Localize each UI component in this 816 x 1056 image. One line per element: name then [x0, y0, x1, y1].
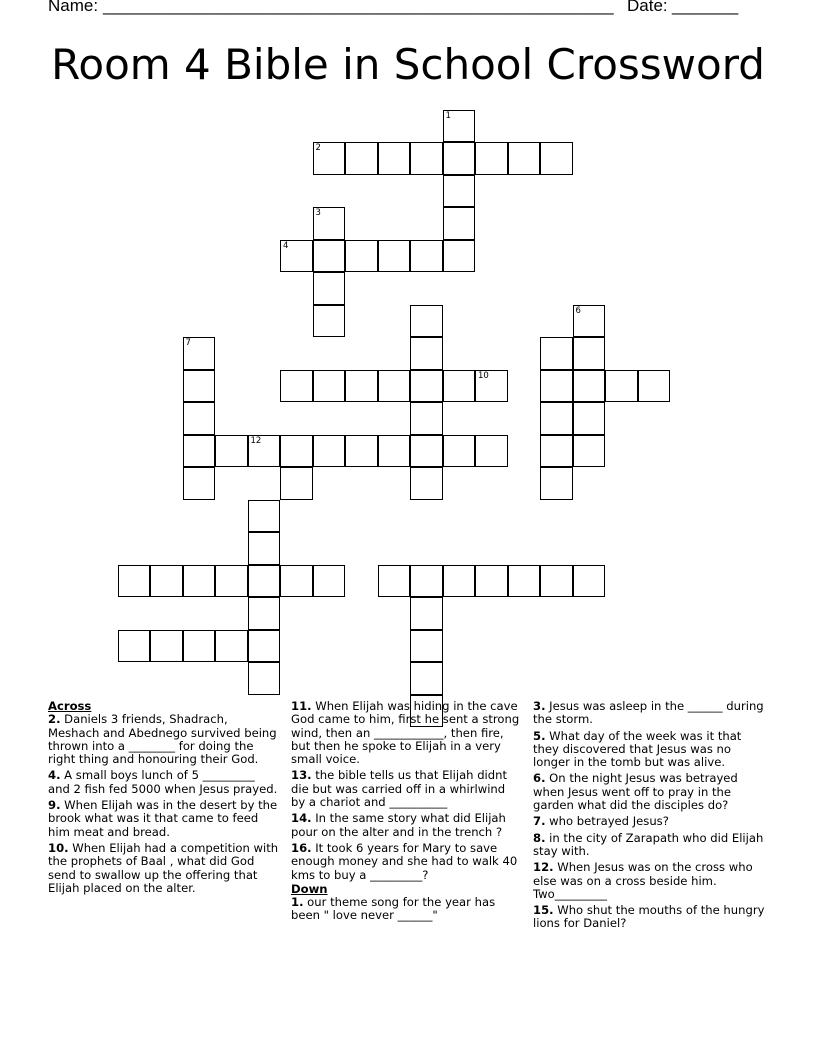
grid-cell[interactable]	[443, 240, 476, 273]
clue-text: What day of the week was it that they discovered that Jesus was no longer in the tomb but was alive.	[533, 728, 742, 770]
clue-number: 8.	[533, 830, 546, 845]
grid-cell[interactable]	[248, 532, 281, 565]
grid-cell[interactable]	[150, 630, 183, 663]
clue-text: Who shut the mouths of the hungry lions for Daniel?	[533, 903, 765, 931]
grid-cell[interactable]	[118, 630, 151, 663]
cell-number: 2	[315, 143, 321, 153]
clue-down-6	[533, 772, 765, 812]
grid-cell[interactable]	[475, 435, 508, 468]
clue-across-16	[291, 842, 523, 882]
grid-cell[interactable]	[280, 565, 313, 598]
clue-number: 13.	[291, 768, 312, 783]
grid-cell[interactable]	[248, 565, 281, 598]
cell-number: 4	[283, 240, 289, 251]
cell-number: 7	[185, 338, 191, 348]
grid-cell[interactable]	[313, 565, 346, 598]
clue-number: 6.	[533, 771, 546, 786]
clue-number: 14.	[291, 811, 312, 826]
grid-cell[interactable]	[443, 565, 476, 598]
clues-column-3	[533, 700, 765, 934]
clue-down-1	[291, 896, 523, 923]
grid-cell[interactable]	[410, 565, 443, 598]
grid-cell[interactable]	[378, 142, 411, 175]
grid-cell[interactable]	[215, 565, 248, 598]
clue-number: 12.	[533, 860, 554, 875]
name-field[interactable]: ______________________________________________________	[103, 0, 614, 15]
clue-down-3	[533, 700, 765, 727]
clue-text: who betrayed Jesus?	[549, 814, 669, 829]
clue-across-9	[48, 799, 280, 839]
grid-cell[interactable]	[345, 240, 378, 273]
date-field[interactable]: _______	[672, 0, 739, 15]
grid-cell[interactable]	[280, 240, 313, 273]
grid-cell[interactable]	[508, 565, 541, 598]
clue-text: Jesus was asleep in the ______ during the storm.	[533, 699, 764, 727]
across-heading: Across	[48, 699, 92, 713]
clue-text: in the city of Zarapath who did Elijah stay with.	[533, 830, 764, 858]
clue-across-13	[291, 769, 523, 809]
grid-cell[interactable]	[410, 240, 443, 273]
clue-down-7	[533, 815, 765, 828]
grid-cell[interactable]	[443, 207, 476, 240]
clue-number: 10.	[48, 840, 69, 855]
cell-number: 1	[445, 110, 451, 121]
clue-text: When Elijah had a competition with the prophets of Baal , what did God send to swallow up the offering that Elijah placed on the alter.	[48, 840, 279, 895]
grid-cell[interactable]	[540, 467, 573, 500]
grid-cell[interactable]	[215, 435, 248, 468]
grid-cell[interactable]	[313, 207, 346, 240]
clue-number: 3.	[533, 699, 546, 713]
grid-cell[interactable]	[605, 370, 638, 403]
grid-cell[interactable]	[248, 662, 281, 695]
clues-column-2	[291, 700, 523, 926]
grid-cell[interactable]	[280, 435, 313, 468]
clue-text: When Jesus was on the cross who else was on a cross beside him. Two_________	[533, 860, 753, 901]
grid-cell[interactable]	[540, 142, 573, 175]
grid-cell[interactable]	[313, 142, 346, 175]
grid-cell[interactable]	[508, 142, 541, 175]
clue-text: On the night Jesus was betrayed when Jesus went off to pray in the garden what did the disciples do?	[533, 771, 738, 813]
grid-cell[interactable]	[443, 175, 476, 208]
grid-cell[interactable]	[183, 402, 216, 435]
grid-cell[interactable]	[410, 597, 443, 630]
grid-cell[interactable]	[183, 565, 216, 598]
grid-cell[interactable]	[345, 435, 378, 468]
clue-across-4	[48, 769, 280, 796]
grid-cell[interactable]	[540, 565, 573, 598]
cell-number: 3	[315, 208, 321, 218]
grid-cell[interactable]	[248, 435, 281, 468]
cell-number: 6	[575, 305, 581, 316]
cell-number: 10	[478, 370, 489, 381]
grid-cell[interactable]	[410, 305, 443, 338]
grid-cell[interactable]	[313, 435, 346, 468]
grid-cell[interactable]	[248, 630, 281, 663]
grid-cell[interactable]	[248, 500, 281, 533]
grid-cell[interactable]	[345, 370, 378, 403]
clue-text: When Elijah was in the desert by the brook what was it that came to feed him meat and bread.	[48, 798, 278, 839]
clue-number: 15.	[533, 903, 554, 918]
clue-across-2	[48, 713, 280, 766]
grid-cell[interactable]	[410, 435, 443, 468]
grid-cell[interactable]	[150, 565, 183, 598]
clue-number: 7.	[533, 814, 546, 829]
grid-cell[interactable]	[540, 370, 573, 403]
clue-down-8	[533, 832, 765, 859]
clue-number: 11.	[291, 699, 312, 713]
clue-number: 5.	[533, 728, 546, 743]
clue-down-15	[533, 904, 765, 931]
grid-cell[interactable]	[313, 240, 346, 273]
grid-cell[interactable]	[573, 565, 606, 598]
grid-cell[interactable]	[378, 435, 411, 468]
grid-cell[interactable]	[313, 305, 346, 338]
grid-cell[interactable]	[443, 110, 476, 143]
grid-cell[interactable]	[378, 240, 411, 273]
grid-cell[interactable]	[443, 435, 476, 468]
grid-cell[interactable]	[280, 467, 313, 500]
grid-cell[interactable]	[183, 630, 216, 663]
grid-cell[interactable]	[410, 662, 443, 695]
grid-cell[interactable]	[118, 565, 151, 598]
grid-cell[interactable]	[248, 597, 281, 630]
header	[48, 0, 768, 20]
grid-cell[interactable]	[345, 142, 378, 175]
clues-column-1	[48, 700, 280, 898]
date-label: Date:	[627, 0, 668, 15]
grid-cell[interactable]	[410, 467, 443, 500]
grid-cell[interactable]	[475, 142, 508, 175]
grid-cell[interactable]	[215, 630, 248, 663]
grid-cell[interactable]	[573, 337, 606, 370]
grid-cell[interactable]	[410, 402, 443, 435]
clue-across-10	[48, 842, 280, 895]
clue-text: the bible tells us that Elijah didnt die but was carried off in a whirlwind by a chariot and __________	[291, 768, 508, 810]
grid-cell[interactable]	[573, 370, 606, 403]
grid-cell[interactable]	[183, 467, 216, 500]
grid-cell[interactable]	[573, 305, 606, 338]
grid-cell[interactable]	[410, 370, 443, 403]
grid-cell[interactable]	[280, 370, 313, 403]
grid-cell[interactable]	[313, 272, 346, 305]
clue-text: In the same story what did Elijah pour on the alter and in the trench ?	[291, 811, 506, 839]
clue-number: 2.	[48, 712, 61, 727]
clue-down-5	[533, 730, 765, 770]
grid-cell[interactable]	[443, 370, 476, 403]
grid-cell[interactable]	[540, 337, 573, 370]
grid-cell[interactable]	[183, 435, 216, 468]
grid-cell[interactable]	[475, 565, 508, 598]
clue-down-12	[533, 861, 765, 901]
grid-cell[interactable]	[573, 402, 606, 435]
clue-across-11	[291, 700, 523, 766]
grid-cell[interactable]	[378, 565, 411, 598]
grid-cell[interactable]	[638, 370, 671, 403]
page-title: Room 4 Bible in School Crossword	[51, 40, 765, 89]
down-heading: Down	[291, 881, 328, 896]
clue-number: 9.	[48, 798, 61, 813]
grid-cell[interactable]	[313, 370, 346, 403]
grid-cell[interactable]	[410, 337, 443, 370]
grid-cell[interactable]	[183, 370, 216, 403]
grid-cell[interactable]	[410, 142, 443, 175]
clue-number: 4.	[48, 768, 61, 783]
cell-number: 12	[250, 435, 262, 446]
grid-cell[interactable]	[475, 370, 508, 403]
grid-cell[interactable]	[540, 402, 573, 435]
grid-cell[interactable]	[573, 435, 606, 468]
grid-cell[interactable]	[183, 337, 216, 370]
clue-text: Daniels 3 friends, Shadrach, Meshach and Abednego survived being thrown into a ________ for doing the right thing and honouring their God.	[48, 712, 277, 767]
grid-cell[interactable]	[378, 370, 411, 403]
clue-text: It took 6 years for Mary to save enough money and she had to walk 40 kms to buy a _________?	[291, 840, 518, 882]
clue-text: When Elijah was hiding in the cave God came to him, first he sent a strong wind, then an ____________, then fire, but then he spoke to Elijah in a very small voice.	[291, 699, 520, 767]
grid-cell[interactable]	[410, 630, 443, 663]
name-label: Name:	[48, 0, 99, 15]
clue-text: our theme song for the year has been " love never ______"	[291, 895, 496, 923]
grid-cell[interactable]	[540, 435, 573, 468]
clue-across-14	[291, 812, 523, 839]
clue-text: A small boys lunch of 5 _________ and 2 fish fed 5000 when Jesus prayed.	[48, 768, 278, 796]
clue-number: 1.	[291, 895, 304, 910]
clue-number: 16.	[291, 840, 312, 855]
grid-cell[interactable]	[443, 142, 476, 175]
